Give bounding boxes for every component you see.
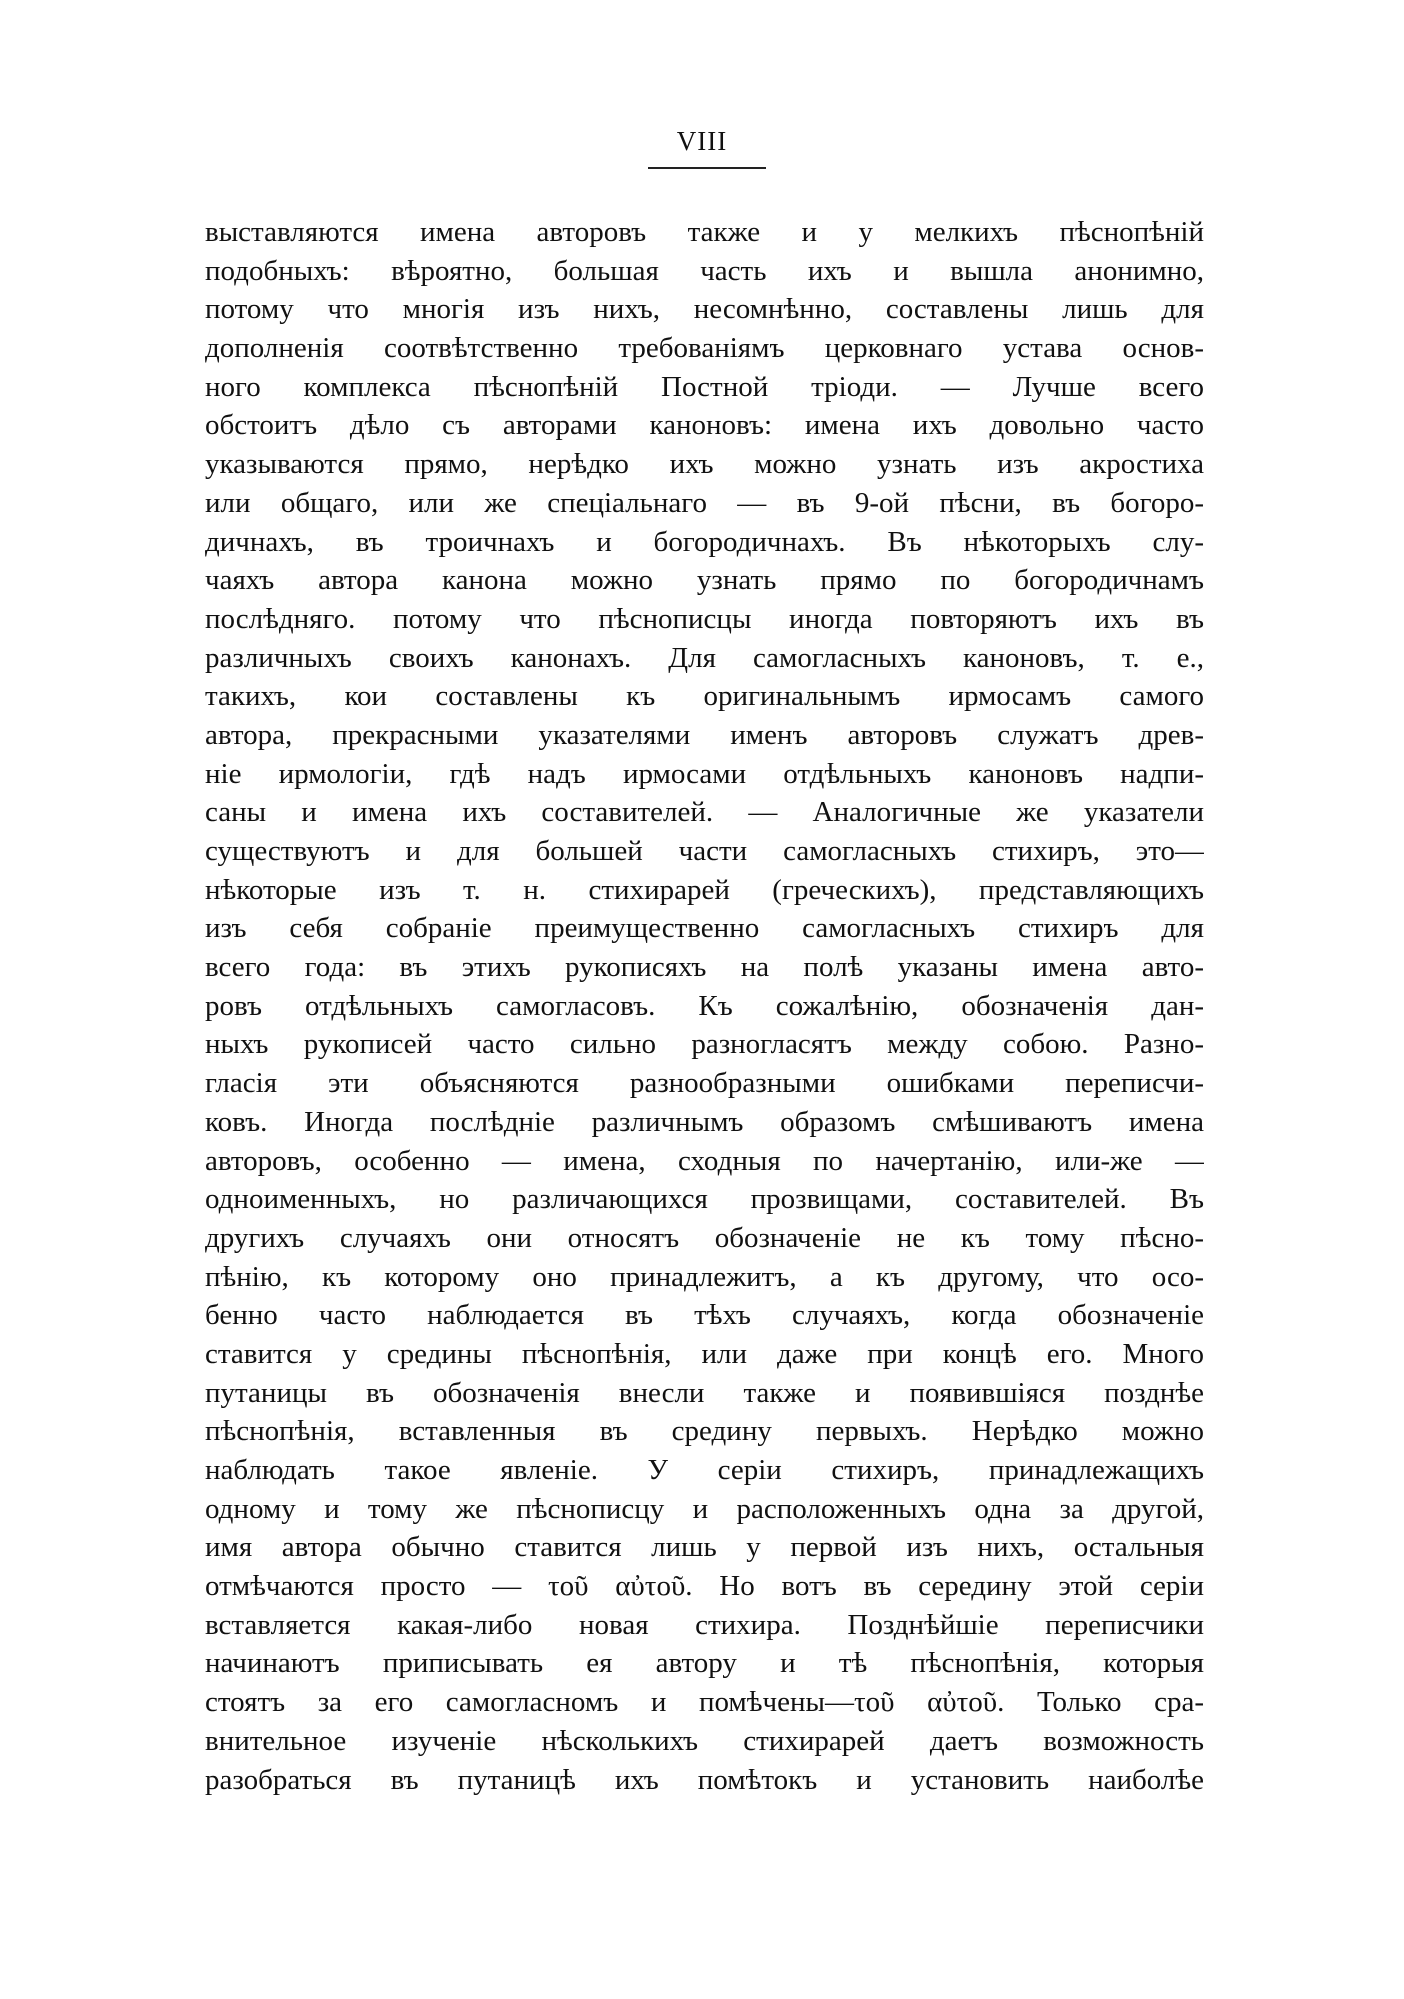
text-line: одному и тому же пѣснописцу и расположенныхъ одна за другой, (205, 1492, 1204, 1525)
text-line: существуютъ и для большей части самогласныхъ стихиръ, это— (205, 835, 1204, 867)
text-line: подобныхъ: вѣроятно, большая часть ихъ и вышла анонимно, (205, 254, 1204, 287)
text-line: выставляются имена авторовъ также и у мелкихъ пѣснопѣній (205, 216, 1204, 248)
text-line: послѣдняго. потому что пѣснописцы иногда повторяютъ ихъ въ (205, 602, 1204, 635)
page-number-rule (648, 167, 766, 169)
text-line: ставится у средины пѣснопѣнія, или даже при концѣ его. Много (205, 1337, 1204, 1370)
text-line: указываются прямо, нерѣдко ихъ можно узнать изъ акростиха (205, 448, 1204, 481)
text-line: ковъ. Иногда послѣдніе различнымъ образомъ смѣшиваютъ имена (205, 1105, 1204, 1138)
text-line: автора, прекрасными указателями именъ авторовъ служатъ древ- (205, 718, 1204, 751)
text-line: такихъ, кои составлены къ оригинальнымъ ирмосамъ самого (205, 680, 1204, 713)
text-line: стоятъ за его самогласномъ и помѣчены—τοῦ αὐτοῦ. Только сра- (205, 1686, 1204, 1719)
text-line: вставляется какая-либо новая стихира. Позднѣйшіе переписчики (205, 1608, 1204, 1641)
text-line: различныхъ своихъ канонахъ. Для самогласныхъ каноновъ, т. е., (205, 641, 1204, 674)
text-line: бенно часто наблюдается въ тѣхъ случаяхъ, когда обозначеніе (205, 1299, 1204, 1332)
text-line: другихъ случаяхъ они относятъ обозначеніе не къ тому пѣсно- (205, 1221, 1204, 1254)
text-line: ровъ отдѣльныхъ самогласовъ. Къ сожалѣнію, обозначенія дан- (205, 989, 1204, 1022)
page-number: VIII (676, 126, 728, 156)
text-line: разобраться въ путаницѣ ихъ помѣтокъ и установить наиболѣе (205, 1763, 1204, 1796)
text-line: саны и имена ихъ составителей. — Аналогичные же указатели (205, 796, 1204, 829)
text-line: ніе ирмологіи, гдѣ надъ ирмосами отдѣльныхъ каноновъ надпи- (205, 757, 1204, 790)
text-line: чаяхъ автора канона можно узнать прямо по богородичнамъ (205, 564, 1204, 597)
text-line: дичнахъ, въ троичнахъ и богородичнахъ. Въ нѣкоторыхъ слу- (205, 525, 1204, 558)
text-line: одноименныхъ, но различающихся прозвищами, составителей. Въ (205, 1183, 1204, 1216)
text-line: или общаго, или же спеціальнаго — въ 9-ой пѣсни, въ богоро- (205, 486, 1204, 519)
text-line: пѣснопѣнія, вставленныя въ средину первыхъ. Нерѣдко можно (205, 1415, 1204, 1448)
text-line: нѣкоторые изъ т. н. стихирарей (греческихъ), представляющихъ (205, 873, 1204, 906)
text-line: имя автора обычно ставится лишь у первой изъ нихъ, остальныя (205, 1531, 1204, 1564)
text-line: всего года: въ этихъ рукописяхъ на полѣ указаны имена авто- (205, 951, 1204, 984)
text-line: обстоитъ дѣло съ авторами каноновъ: имена ихъ довольно часто (205, 409, 1204, 442)
text-line: ного комплекса пѣснопѣній Постной тріоди. — Лучше всего (205, 370, 1204, 403)
text-line: дополненія соотвѣтственно требованіямъ церковнаго устава основ- (205, 332, 1204, 365)
text-line: потому что многія изъ нихъ, несомнѣнно, составлены лишь для (205, 293, 1204, 326)
text-line: отмѣчаются просто — τοῦ αὐτοῦ. Но вотъ въ середину этой серіи (205, 1570, 1204, 1603)
text-line: гласія эти объясняются разнообразными ошибками переписчи- (205, 1067, 1204, 1100)
text-line: наблюдать такое явленіе. У серіи стихиръ, принадлежащихъ (205, 1454, 1204, 1486)
text-line: пѣнію, къ которому оно принадлежитъ, а къ другому, что осо- (205, 1260, 1204, 1293)
text-line: ныхъ рукописей часто сильно разногласятъ между собою. Разно- (205, 1028, 1204, 1061)
body-text (205, 213, 1204, 1799)
text-line: начинаютъ приписывать ея автору и тѣ пѣснопѣнія, которыя (205, 1647, 1204, 1680)
text-line: авторовъ, особенно — имена, сходныя по начертанію, или-же — (205, 1144, 1204, 1177)
text-line: внительное изученіе нѣсколькихъ стихирарей даетъ возможность (205, 1724, 1204, 1757)
text-line: изъ себя собраніе преимущественно самогласныхъ стихиръ для (205, 912, 1204, 945)
text-line: путаницы въ обозначенія внесли также и появившіяся позднѣе (205, 1376, 1204, 1409)
